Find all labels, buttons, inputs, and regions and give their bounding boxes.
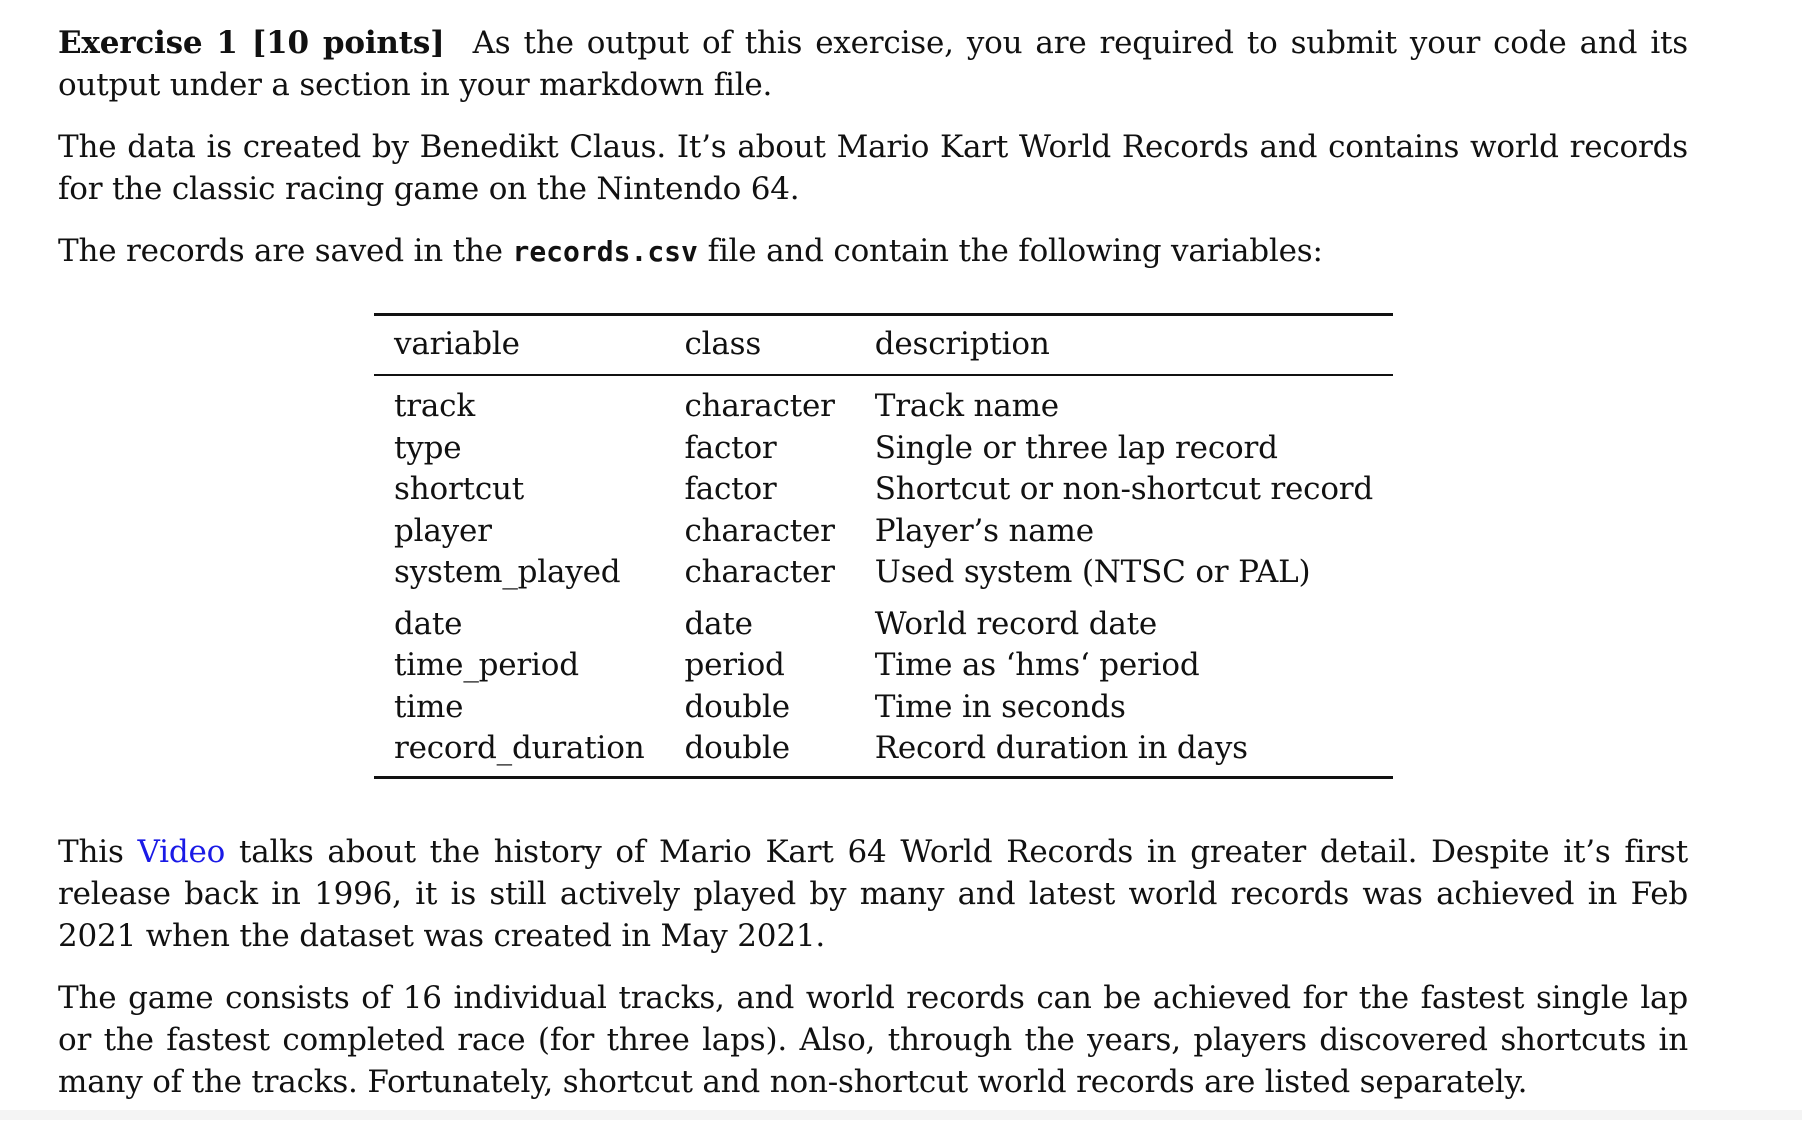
cell-description: Used system (NTSC or PAL) <box>874 554 1311 590</box>
video-text-after: talks about the history of Mario Kart 64 World Records in greater detail. Despite it’s first release back in 1996, it is still actively played by many and latest world records was achieved in Feb 2021 when the dataset was created in May 2021. <box>58 833 1688 954</box>
table-row <box>374 375 1393 428</box>
cell-variable: track <box>394 388 475 424</box>
data-paragraph: The data is created by Benedikt Claus. It’s about Mario Kart World Records and contains world records for the classic racing game on the Nintendo 64. <box>58 129 1688 207</box>
cell-class: factor <box>684 429 777 466</box>
game-paragraph: The game consists of 16 individual tracks, and world records can be achieved for the fastest single lap or the fastest completed race (for three laps). Also, through the years, players discovered shortcuts in many of the tracks. Fortunately, shortcut and non-shortcut world records are listed separately. <box>58 979 1688 1100</box>
exercise-heading: Exercise 1 [10 points] <box>58 25 445 61</box>
records-text-after: file and contain the following variables: <box>707 233 1323 269</box>
cell-class: character <box>684 388 835 424</box>
cell-class: factor <box>684 471 777 507</box>
cell-class: character <box>684 554 835 590</box>
video-link[interactable]: Video <box>137 833 226 870</box>
table-row <box>374 604 1393 646</box>
records-text-before: The records are saved in the <box>58 233 503 269</box>
records-filename: records.csv <box>512 235 698 268</box>
cell-class: double <box>684 730 790 766</box>
bottom-shade <box>0 1110 1802 1120</box>
document-page <box>58 22 1688 1123</box>
cell-variable: type <box>394 429 462 466</box>
table-row <box>374 728 1393 777</box>
table-row <box>374 645 1393 687</box>
variables-table <box>374 313 1393 779</box>
table-row <box>374 469 1393 511</box>
cell-class: date <box>684 605 753 642</box>
header-class: class <box>664 315 854 376</box>
cell-class: double <box>684 688 790 725</box>
records-paragraph <box>58 230 1688 273</box>
exercise-paragraph <box>58 22 1688 106</box>
cell-description: Shortcut or non-shortcut record <box>874 471 1374 507</box>
cell-description: World record date <box>874 605 1158 642</box>
video-paragraph <box>58 831 1688 957</box>
table-row <box>374 687 1393 729</box>
cell-variable: player <box>394 512 492 549</box>
table-header-row <box>374 315 1393 376</box>
cell-variable: date <box>394 605 463 642</box>
cell-class: character <box>684 512 835 549</box>
cell-variable: record_duration <box>394 730 645 766</box>
header-description: description <box>855 315 1393 376</box>
table-row <box>374 428 1393 470</box>
cell-description: Time as ‘hms‘ period <box>874 647 1200 683</box>
exercise-intro: As the output of this exercise, you are required to submit your code and its output under a section in your markdown file. <box>58 25 1688 103</box>
cell-description: Time in seconds <box>874 688 1126 725</box>
cell-description: Single or three lap record <box>874 429 1278 466</box>
cell-description: Track name <box>874 388 1059 424</box>
header-variable: variable <box>374 315 664 376</box>
variables-table-wrapper <box>374 313 1374 779</box>
table-row <box>374 511 1393 553</box>
cell-variable: shortcut <box>394 471 524 507</box>
cell-variable: time_period <box>394 647 579 683</box>
table-row <box>374 552 1393 604</box>
cell-variable: time <box>394 688 464 725</box>
cell-variable: system_played <box>394 554 621 590</box>
cell-class: period <box>684 647 785 683</box>
video-text-before: This <box>58 833 124 870</box>
cell-description: Record duration in days <box>874 730 1248 766</box>
cell-description: Player’s name <box>874 512 1094 549</box>
